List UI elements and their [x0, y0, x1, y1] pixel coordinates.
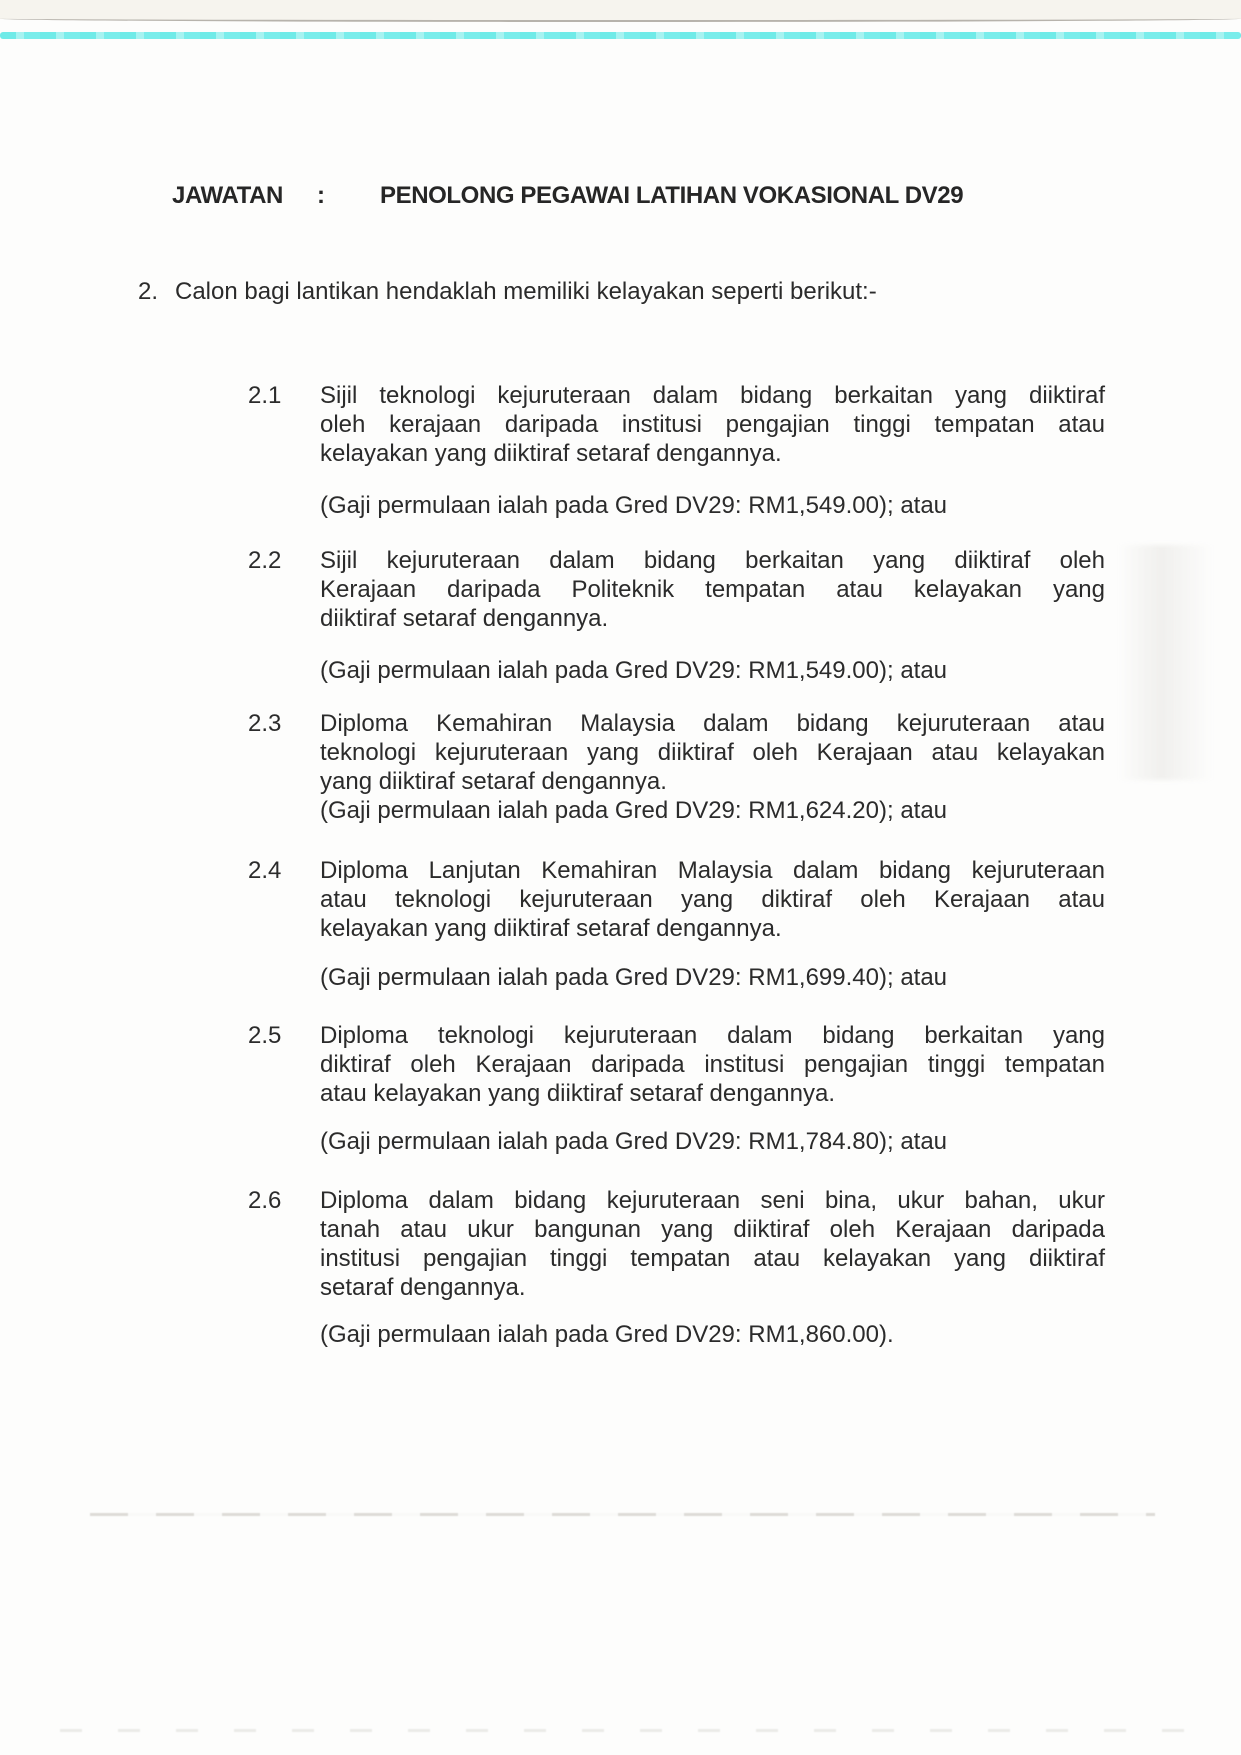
qualification-line: Diploma dalam bidang kejuruteraan seni bina, ukur bahan, ukur	[320, 1187, 1105, 1214]
scan-smudge-right	[1118, 545, 1213, 780]
qualification-body	[320, 1186, 1105, 1302]
intro-number: 2.	[138, 278, 159, 305]
qualification-line: Diploma Kemahiran Malaysia dalam bidang kejuruteraan atau	[320, 710, 1105, 737]
qualification-number: 2.2	[248, 547, 282, 574]
qualification-line: kelayakan yang diiktiraf setaraf dengannya.	[320, 915, 782, 942]
salary-note: (Gaji permulaan ialah pada Gred DV29: RM1,784.80); atau	[320, 1128, 948, 1155]
qualification-number: 2.4	[248, 857, 282, 884]
job-title-row	[0, 182, 1241, 212]
qualification-line: Sijil kejuruteraan dalam bidang berkaitan yang diiktiraf oleh	[320, 547, 1105, 574]
intro-row	[0, 278, 1241, 308]
job-title: PENOLONG PEGAWAI LATIHAN VOKASIONAL DV29	[380, 182, 964, 209]
qualification-line: diktiraf oleh Kerajaan daripada institusi pengajian tinggi tempatan	[320, 1051, 1105, 1078]
intro-text: Calon bagi lantikan hendaklah memiliki kelayakan seperti berikut:-	[175, 278, 877, 305]
qualification-body	[320, 856, 1105, 943]
scan-streak-middle	[90, 1513, 1155, 1516]
qualification-number: 2.6	[248, 1187, 282, 1214]
salary-note: (Gaji permulaan ialah pada Gred DV29: RM1,549.00); atau	[320, 657, 948, 684]
qualification-body	[320, 546, 1105, 633]
salary-note: (Gaji permulaan ialah pada Gred DV29: RM1,549.00); atau	[320, 492, 948, 519]
qualification-number: 2.3	[248, 710, 282, 737]
qualification-number: 2.5	[248, 1022, 282, 1049]
salary-note: (Gaji permulaan ialah pada Gred DV29: RM1,624.20); atau	[320, 797, 948, 824]
qualification-line: diiktiraf setaraf dengannya.	[320, 605, 609, 632]
qualification-number: 2.1	[248, 382, 282, 409]
qualification-body	[320, 1021, 1105, 1108]
qualification-line: Diploma Lanjutan Kemahiran Malaysia dalam bidang kejuruteraan	[320, 857, 1105, 884]
qualification-line: Diploma teknologi kejuruteraan dalam bidang berkaitan yang	[320, 1022, 1105, 1049]
salary-note: (Gaji permulaan ialah pada Gred DV29: RM1,699.40); atau	[320, 964, 948, 991]
qualification-line: setaraf dengannya.	[320, 1274, 526, 1301]
qualification-body	[320, 381, 1105, 468]
scan-cyan-line	[0, 32, 1241, 39]
jawatan-label: JAWATAN	[172, 182, 283, 209]
salary-note: (Gaji permulaan ialah pada Gred DV29: RM1,860.00).	[320, 1321, 894, 1348]
qualification-line: atau teknologi kejuruteraan yang diktiraf oleh Kerajaan atau	[320, 886, 1105, 913]
qualification-line: oleh kerajaan daripada institusi pengajian tinggi tempatan atau	[320, 411, 1105, 438]
qualification-line: atau kelayakan yang diiktiraf setaraf dengannya.	[320, 1080, 836, 1107]
qualification-line: kelayakan yang diiktiraf setaraf dengannya.	[320, 440, 782, 467]
qualification-line: Kerajaan daripada Politeknik tempatan atau kelayakan yang	[320, 576, 1105, 603]
qualification-line: Sijil teknologi kejuruteraan dalam bidang berkaitan yang diiktiraf	[320, 382, 1105, 409]
qualification-line: tanah atau ukur bangunan yang diiktiraf oleh Kerajaan daripada	[320, 1216, 1105, 1243]
qualification-line: teknologi kejuruteraan yang diiktiraf oleh Kerajaan atau kelayakan	[320, 739, 1105, 766]
qualification-line: institusi pengajian tinggi tempatan atau kelayakan yang diiktiraf	[320, 1245, 1105, 1272]
jawatan-colon: :	[317, 182, 325, 209]
scan-edge-band	[0, 0, 1241, 22]
qualification-body	[320, 709, 1105, 796]
scan-noise-bottom	[60, 1729, 1195, 1732]
qualification-line: yang diiktiraf setaraf dengannya.	[320, 768, 667, 795]
